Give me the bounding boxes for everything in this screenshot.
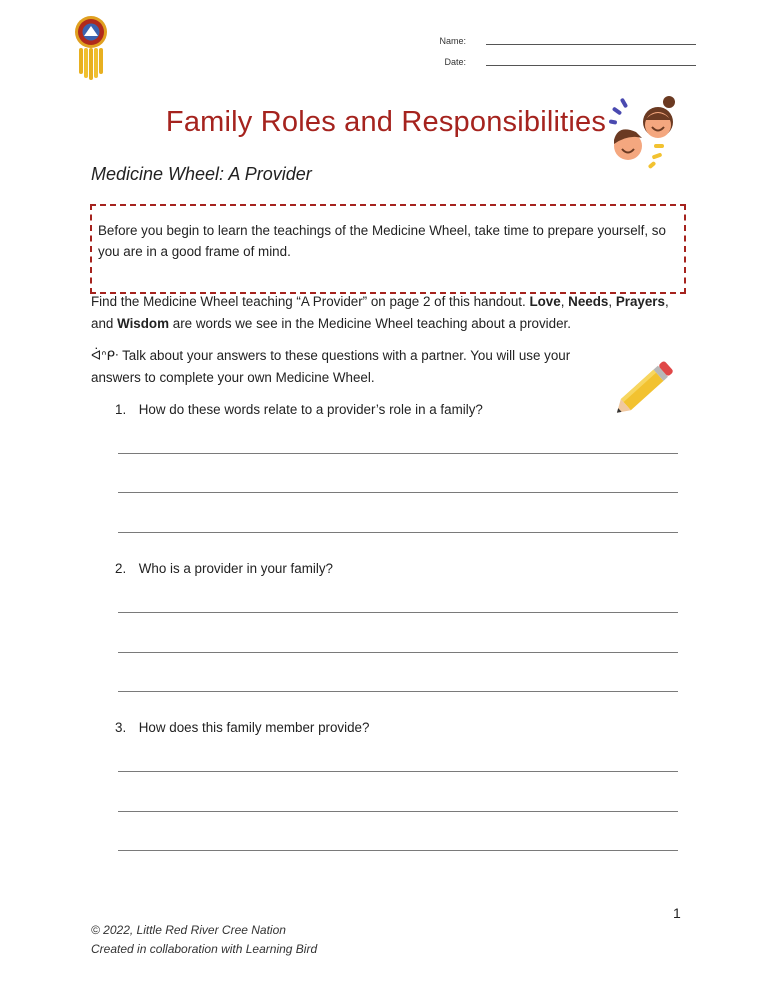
answer-line[interactable] <box>118 811 678 812</box>
nation-logo <box>70 14 112 82</box>
copyright-line: © 2022, Little Red River Cree Nation <box>91 923 286 937</box>
intro-text-5: are words we see in the Medicine Wheel teaching about a provider. <box>169 316 571 331</box>
word-prayers: Prayers <box>615 294 665 309</box>
answer-line[interactable] <box>118 453 678 454</box>
intro-text-1: Find the Medicine Wheel teaching “A Provider” on page 2 of this handout. <box>91 294 530 309</box>
word-needs: Needs <box>568 294 609 309</box>
question-1 <box>115 402 483 417</box>
pencil-icon <box>608 354 680 424</box>
answer-line[interactable] <box>118 612 678 613</box>
name-label: Name: <box>439 36 466 46</box>
intro-text-4: , and <box>91 294 669 331</box>
answer-line[interactable] <box>118 492 678 493</box>
question-text: Who is a provider in your family? <box>138 561 333 576</box>
question-text: How do these words relate to a provider’s role in a family? <box>138 402 483 417</box>
answer-line[interactable] <box>118 850 678 851</box>
answer-line[interactable] <box>118 532 678 533</box>
intro-text-3: , <box>608 294 616 309</box>
question-text: How does this family member provide? <box>138 720 370 735</box>
question-number: 3. <box>115 720 127 735</box>
name-line[interactable] <box>486 44 696 45</box>
intro-paragraph <box>91 291 691 335</box>
family-faces-icon <box>606 94 686 170</box>
question-2 <box>115 561 333 576</box>
word-wisdom: Wisdom <box>117 316 170 331</box>
answer-line[interactable] <box>118 652 678 653</box>
answer-line[interactable] <box>118 691 678 692</box>
question-3 <box>115 720 369 735</box>
talk-text: Talk about your answers to these questions with a partner. You will use your answers to complete your own Medicine Wheel. <box>91 348 571 385</box>
page-title: Family Roles and Responsibilities <box>165 106 607 138</box>
word-love: Love <box>529 294 561 309</box>
talk-paragraph <box>91 345 601 389</box>
footer <box>91 921 317 959</box>
cree-syllabics: ᐋᐢᑭᐧ <box>91 348 119 363</box>
page-number: 1 <box>673 905 681 921</box>
answer-line[interactable] <box>118 771 678 772</box>
question-number: 2. <box>115 561 127 576</box>
section-subtitle: Medicine Wheel: A Provider <box>91 164 312 184</box>
intro-text-2: , <box>560 294 569 309</box>
date-label: Date: <box>444 57 466 67</box>
collaboration-line: Created in collaboration with Learning Bird <box>91 942 318 956</box>
preparation-note: Before you begin to learn the teachings of the Medicine Wheel, take time to prepare yourself, so you are in a good frame of mind. <box>90 204 686 294</box>
date-line[interactable] <box>486 65 696 66</box>
question-number: 1. <box>115 402 127 417</box>
